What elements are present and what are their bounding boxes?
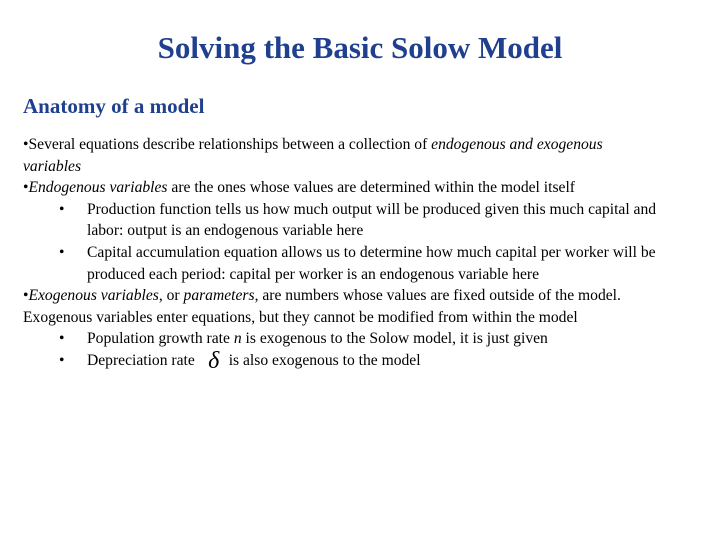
sub-bullet-text: Population growth rate (87, 330, 234, 348)
emphasis-text: parameters (183, 287, 255, 305)
bullet-marker: • (23, 179, 29, 197)
sub-bullet-text: Capital accumulation equation allows us to determine how much capital per worker will be produced each period: capital per worker is an endogenous variable here (87, 243, 656, 283)
bullet-marker: • (59, 243, 65, 261)
emphasis-text: Endogenous variables (28, 179, 168, 197)
emphasis-text: endogenous and exogenous variables (23, 136, 603, 175)
sub-bullet-text: Depreciation rate (87, 351, 199, 369)
bullet-marker: • (59, 351, 65, 369)
sub-bullet-depreciation (23, 347, 663, 374)
slide-subtitle: Anatomy of a model (23, 94, 205, 118)
sub-bullet-capital-accumulation (23, 242, 663, 285)
paragraph-text: Several equations describe relationships between a collection of (28, 136, 432, 153)
paragraph-text: , are numbers whose values are fixed outside of the model. Exogenous variables enter equations, but they cannot be modified from within the model (23, 287, 621, 326)
paragraph-endogenous (23, 177, 663, 199)
slide-body (23, 134, 663, 372)
emphasis-text: Exogenous variables (28, 287, 159, 305)
paragraph-text: are the ones whose values are determined within the model itself (167, 179, 575, 197)
variable-n: n (233, 330, 242, 348)
paragraph-text: , or (158, 287, 184, 305)
sub-bullet-production-function (23, 199, 663, 242)
delta-symbol: δ (208, 347, 220, 374)
sub-bullet-text: Production function tells us how much output will be produced given this much capital and labor: output is an endogenous variable here (87, 200, 657, 240)
bullet-marker: • (59, 330, 65, 348)
paragraph-equations (23, 134, 663, 177)
bullet-marker: • (59, 200, 65, 218)
slide-title: Solving the Basic Solow Model (157, 30, 563, 65)
sub-bullet-text: is exogenous to the Solow model, it is just given (241, 330, 548, 348)
bullet-marker: • (23, 287, 29, 305)
bullet-marker: • (23, 136, 29, 153)
sub-bullet-population-growth (23, 328, 663, 350)
paragraph-exogenous (23, 285, 663, 328)
sub-bullet-text: is also exogenous to the model (228, 351, 421, 369)
